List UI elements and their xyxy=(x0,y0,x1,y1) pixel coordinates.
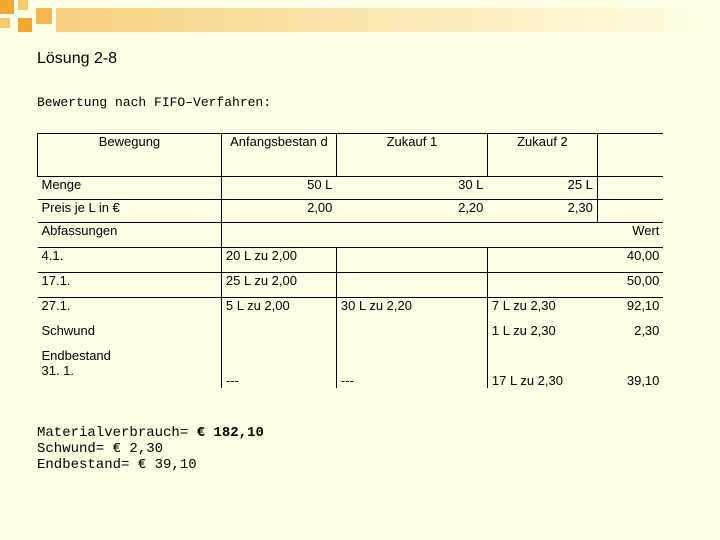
wert-header: Wert xyxy=(597,223,663,248)
summary-endbestand: Endbestand= € 39,10 xyxy=(37,457,197,473)
row-anfang: 5 L zu 2,00 xyxy=(221,298,336,323)
row-zukauf1: --- xyxy=(336,348,487,388)
menge-anfang: 50 L xyxy=(221,177,336,200)
preis-zukauf1: 2,20 xyxy=(336,200,487,223)
row-wert: 92,10 xyxy=(626,298,660,313)
row-label: Endbestand 31. 1. xyxy=(41,347,111,378)
row-anfang: 20 L zu 2,00 xyxy=(221,248,336,273)
summary-verbrauch xyxy=(37,425,264,441)
header-zukauf2: Zukauf 2 xyxy=(487,134,597,177)
table-row xyxy=(38,348,664,388)
row-label: 17.1. xyxy=(38,273,222,298)
header-bewegung: Bewegung xyxy=(38,134,222,177)
row-zukauf2: 17 L zu 2,30 xyxy=(487,348,597,388)
table-row-preis xyxy=(38,200,664,223)
row-zukauf1 xyxy=(336,248,487,273)
menge-zukauf1: 30 L xyxy=(336,177,487,200)
row-wert: 39,10 xyxy=(626,372,660,388)
row-label: 4.1. xyxy=(38,248,222,273)
row-wert: 50,00 xyxy=(597,273,663,298)
table-row xyxy=(38,248,664,273)
fifo-table xyxy=(37,133,663,388)
row-label: Schwund xyxy=(41,322,95,338)
corner-decoration xyxy=(0,0,720,40)
table-header-row xyxy=(38,134,664,177)
menge-label: Menge xyxy=(38,177,222,200)
row-wert: 40,00 xyxy=(597,248,663,273)
page-subtitle: Bewertung nach FIFO–Verfahren: xyxy=(37,95,272,110)
row-zukauf1 xyxy=(336,323,487,348)
row-zukauf2: 1 L zu 2,30 xyxy=(487,323,597,348)
table-row-menge xyxy=(38,177,664,200)
row-anfang: 25 L zu 2,00 xyxy=(221,273,336,298)
row-zukauf1: 30 L zu 2,20 xyxy=(336,298,487,323)
preis-anfang: 2,00 xyxy=(221,200,336,223)
menge-zukauf2: 25 L xyxy=(487,177,597,200)
abfassungen-label: Abfassungen xyxy=(38,223,222,248)
row-anfang: --- xyxy=(221,348,336,388)
row-label: 27.1. xyxy=(41,298,71,313)
preis-zukauf2: 2,30 xyxy=(487,200,597,223)
summary-schwund: Schwund= € 2,30 xyxy=(37,441,164,457)
summary xyxy=(37,425,264,473)
header-anfangsbestand: Anfangsbestan d xyxy=(221,134,336,177)
table-row xyxy=(38,323,664,348)
row-wert: 2,30 xyxy=(634,322,660,338)
row-zukauf2 xyxy=(487,273,597,298)
verbrauch-label: Materialverbrauch= xyxy=(37,425,197,441)
table-row xyxy=(38,273,664,298)
preis-label: Preis je L in € xyxy=(38,200,222,223)
row-zukauf1 xyxy=(336,273,487,298)
table-row-abfassungen xyxy=(38,223,664,248)
page-title: Lösung 2-8 xyxy=(37,50,118,67)
row-zukauf2: 7 L zu 2,30 xyxy=(487,298,597,323)
table-row xyxy=(38,298,664,323)
verbrauch-value: € 182,10 xyxy=(196,425,264,441)
row-anfang xyxy=(221,323,336,348)
header-zukauf1: Zukauf 1 xyxy=(336,134,487,177)
row-zukauf2 xyxy=(487,248,597,273)
